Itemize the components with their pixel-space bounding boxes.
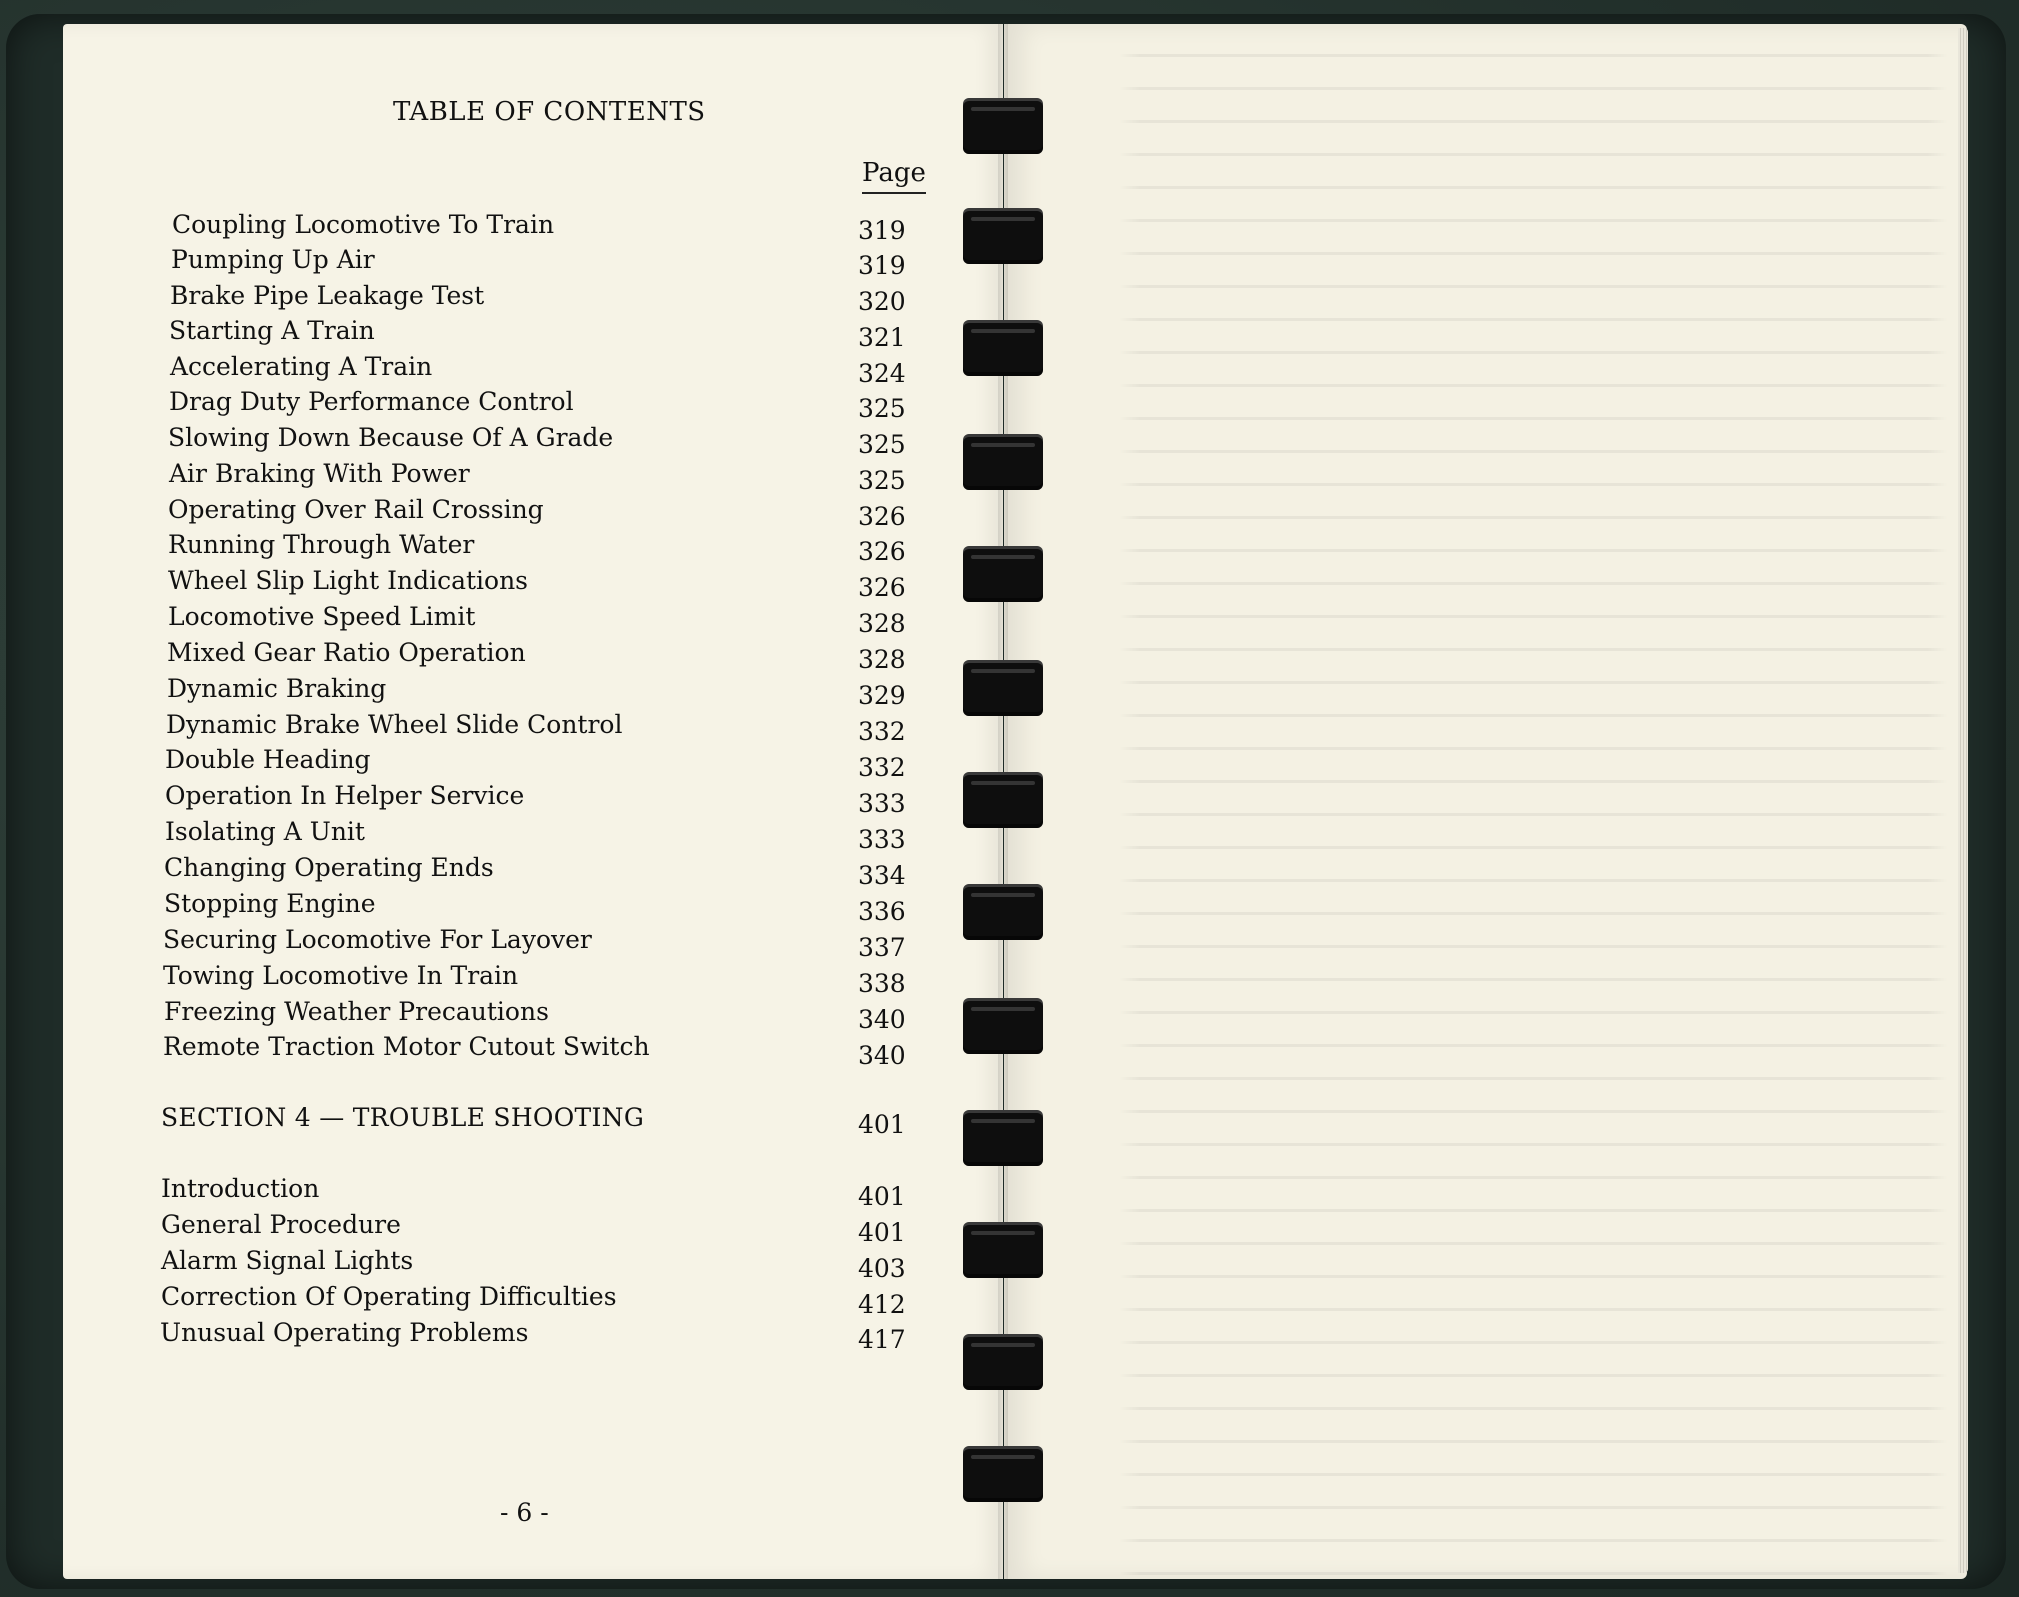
- toc-entry-label: Freezing Weather Precautions: [164, 997, 549, 1026]
- page-number: - 6 -: [500, 1498, 549, 1527]
- toc-entry-label: General Procedure: [161, 1210, 401, 1239]
- toc-entry-label: Wheel Slip Light Indications: [168, 566, 528, 595]
- toc-entry-page: 325: [858, 466, 906, 495]
- toc-entry-label: Dynamic Braking: [167, 674, 387, 703]
- binding-ring: [963, 998, 1043, 1054]
- toc-entry-page: 326: [858, 573, 906, 602]
- toc-entry-label: Double Heading: [165, 745, 371, 774]
- toc-entry-label: Brake Pipe Leakage Test: [170, 281, 485, 310]
- toc-entry-label: Operation In Helper Service: [165, 781, 525, 810]
- toc-entry-page: 333: [858, 825, 906, 854]
- toc-entry-label: Slowing Down Because Of A Grade: [168, 423, 614, 452]
- binding-ring: [963, 434, 1043, 490]
- toc-entry-page: 336: [858, 897, 906, 926]
- toc-entry-page: 340: [858, 1005, 906, 1034]
- toc-entry-page: 338: [858, 969, 906, 998]
- toc-entry-page: 326: [858, 502, 906, 531]
- toc-entry-page: 319: [858, 251, 906, 280]
- binding-ring: [963, 98, 1043, 154]
- toc-entry-page: 332: [858, 717, 906, 746]
- toc-entry-label: Isolating A Unit: [165, 817, 365, 846]
- toc-entry-label: Towing Locomotive In Train: [163, 961, 519, 990]
- binding-ring: [963, 660, 1043, 716]
- toc-entry-label: Starting A Train: [169, 316, 375, 345]
- toc-entry-label: Stopping Engine: [164, 889, 376, 918]
- toc-entry-page: 326: [858, 537, 906, 566]
- toc-entry-page: 332: [858, 753, 906, 782]
- binding-ring: [963, 1110, 1043, 1166]
- toc-entry-page: 403: [858, 1254, 906, 1283]
- toc-entry-label: Pumping Up Air: [171, 245, 375, 274]
- toc-entry-label: Securing Locomotive For Layover: [163, 925, 592, 954]
- toc-entry-label: Accelerating A Train: [170, 352, 433, 381]
- toc-entry-page: 417: [858, 1325, 906, 1354]
- toc-entry-label: Coupling Locomotive To Train: [172, 210, 555, 239]
- binding-ring: [963, 1334, 1043, 1390]
- toc-entry-label: Running Through Water: [168, 530, 475, 559]
- toc-entry-label: Alarm Signal Lights: [161, 1246, 414, 1275]
- toc-entry-page: 320: [858, 287, 906, 316]
- toc-entry-label: Drag Duty Performance Control: [169, 387, 574, 416]
- toc-entry-page: 334: [858, 861, 906, 890]
- toc-entry-label: Locomotive Speed Limit: [168, 602, 476, 631]
- toc-entry-page: 333: [858, 789, 906, 818]
- toc-entry-page: 340: [858, 1041, 906, 1070]
- toc-entry-label: Changing Operating Ends: [164, 853, 494, 882]
- binding-ring: [963, 320, 1043, 376]
- page-title: TABLE OF CONTENTS: [393, 97, 706, 127]
- right-page-show-through: [1004, 24, 1967, 1579]
- toc-entry-label: Operating Over Rail Crossing: [168, 495, 544, 524]
- page-edges: [1958, 28, 1968, 1573]
- binding-ring: [963, 208, 1043, 264]
- toc-entry-page: 401: [858, 1182, 906, 1211]
- toc-entry-page: 324: [858, 359, 906, 388]
- section-heading: SECTION 4 — TROUBLE SHOOTING: [161, 1103, 645, 1132]
- toc-entry-label: Introduction: [161, 1174, 320, 1203]
- toc-entry-label: Unusual Operating Problems: [160, 1318, 529, 1347]
- binding-ring: [963, 772, 1043, 828]
- toc-entry-page: 321: [858, 323, 906, 352]
- toc-entry-page: 328: [858, 645, 906, 674]
- toc-entry-page: 329: [858, 681, 906, 710]
- toc-entry-label: Air Braking With Power: [169, 459, 470, 488]
- toc-entry-label: Mixed Gear Ratio Operation: [167, 638, 526, 667]
- binding-ring: [963, 1222, 1043, 1278]
- toc-entry-page: 325: [858, 394, 906, 423]
- toc-entry-page: 401: [858, 1218, 906, 1247]
- toc-entry-page: 412: [858, 1290, 906, 1319]
- toc-entry-page: 328: [858, 609, 906, 638]
- toc-entry-page: 319: [858, 216, 906, 245]
- toc-entry-label: Correction Of Operating Difficulties: [161, 1282, 617, 1311]
- toc-entry-page: 325: [858, 430, 906, 459]
- toc-entry-label: Remote Traction Motor Cutout Switch: [163, 1032, 650, 1061]
- page-column-header: Page: [862, 158, 926, 194]
- toc-entry-label: Dynamic Brake Wheel Slide Control: [166, 710, 623, 739]
- section-heading-page: 401: [858, 1110, 906, 1139]
- binding-ring: [963, 546, 1043, 602]
- binding-ring: [963, 884, 1043, 940]
- binding-ring: [963, 1446, 1043, 1502]
- toc-entry-page: 337: [858, 933, 906, 962]
